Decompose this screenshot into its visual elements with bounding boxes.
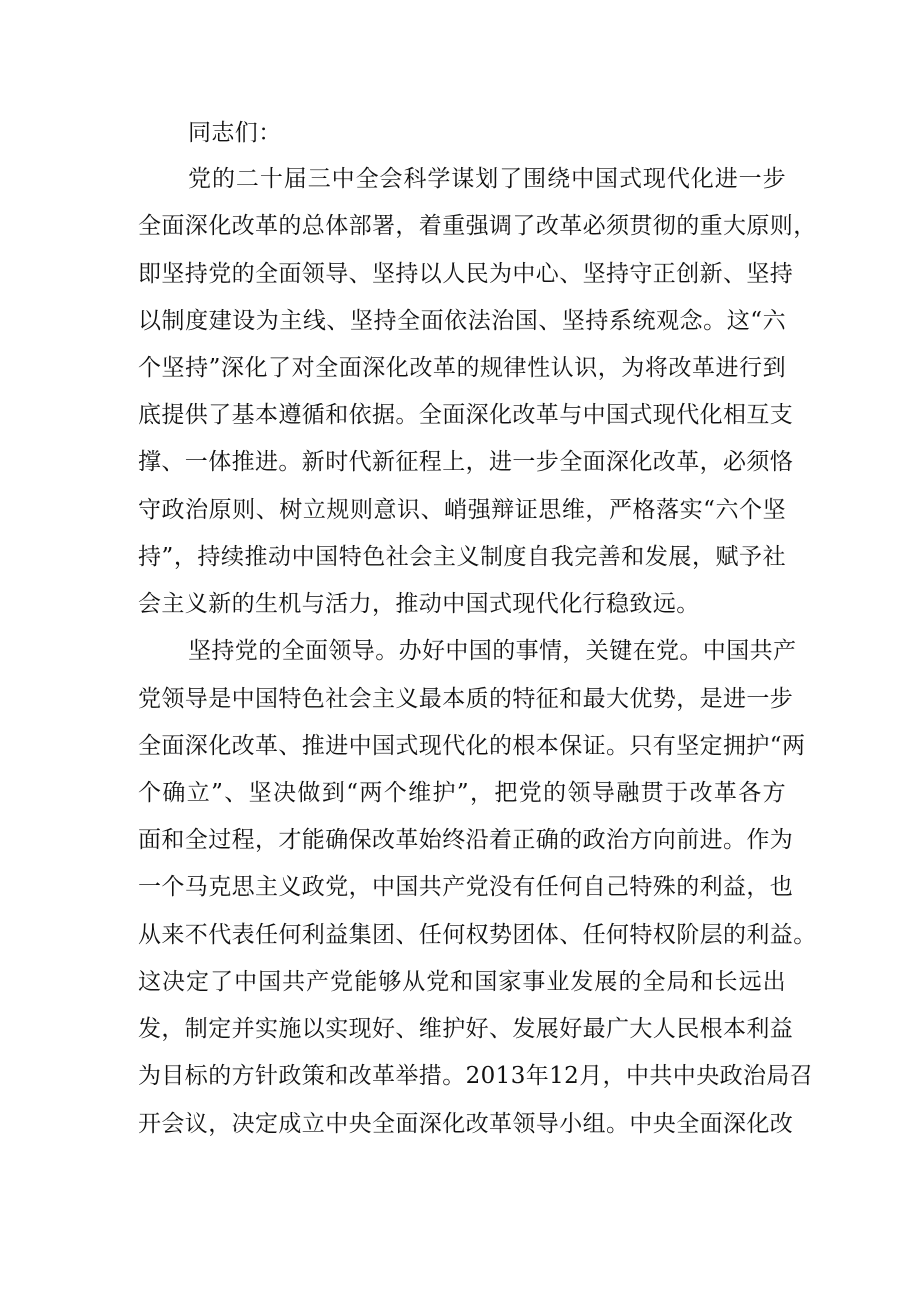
paragraph-line: 持”，持续推动中国特色社会主义制度自我完善和发展，赋予社 [138, 544, 786, 570]
paragraph-line: 撑、一体推进。新时代新征程上，进一步全面深化改革，必须恪 [138, 449, 794, 475]
paragraph-line: 以制度建设为主线、坚持全面依法治国、坚持系统观念。这“六 [138, 308, 786, 334]
paragraph-line: 这决定了中国共产党能够从党和国家事业发展的全局和长远出 [138, 969, 786, 995]
paragraph-line: 底提供了基本遵循和依据。全面深化改革与中国式现代化相互支 [138, 402, 794, 428]
paragraph-line: 全面深化改革、推进中国式现代化的根本保证。只有坚定拥护“两 [138, 733, 806, 759]
paragraph-line: 全面深化改革的总体部署，着重强调了改革必须贯彻的重大原则， [138, 213, 817, 239]
paragraph-line: 发，制定并实施以实现好、维护好、发展好最广大人民根本利益 [138, 1016, 794, 1042]
salutation: 同志们： [188, 120, 282, 146]
paragraph-line: 党领导是中国特色社会主义最本质的特征和最大优势，是进一步 [138, 686, 794, 712]
paragraph-line: 即坚持党的全面领导、坚持以人民为中心、坚持守正创新、坚持 [138, 261, 794, 287]
paragraph-line: 面和全过程，才能确保改革始终沿着正确的政治方向前进。作为 [138, 827, 794, 853]
paragraph-line: 从来不代表任何利益集团、任何权势团体、任何特权阶层的利益。 [138, 922, 817, 948]
paragraph-line: 守政治原则、树立规则意识、峭强辩证思维，严格落实“六个坚 [138, 497, 786, 523]
paragraph-line: 坚持党的全面领导。办好中国的事情，关键在党。中国共产 [188, 638, 797, 664]
paragraph-line: 为目标的方针政策和改革举措。2013年12月，中共中央政治局召 [138, 1063, 814, 1089]
paragraph-line: 个确立”、坚决做到“两个维护”，把党的领导融贯于改革各方 [138, 780, 786, 806]
paragraph-line: 党的二十届三中全会科学谋划了围绕中国式现代化进一步 [188, 166, 786, 192]
paragraph-line: 个坚持”深化了对全面深化改革的规律性认识，为将改革进行到 [138, 355, 786, 381]
paragraph-line: 一个马克思主义政党，中国共产党没有任何自己特殊的利益，也 [138, 874, 794, 900]
paragraph-line: 会主义新的生机与活力，推动中国式现代化行稳致远。 [138, 591, 700, 617]
paragraph-line: 开会议，决定成立中央全面深化改革领导小组。中央全面深化改 [138, 1111, 794, 1137]
